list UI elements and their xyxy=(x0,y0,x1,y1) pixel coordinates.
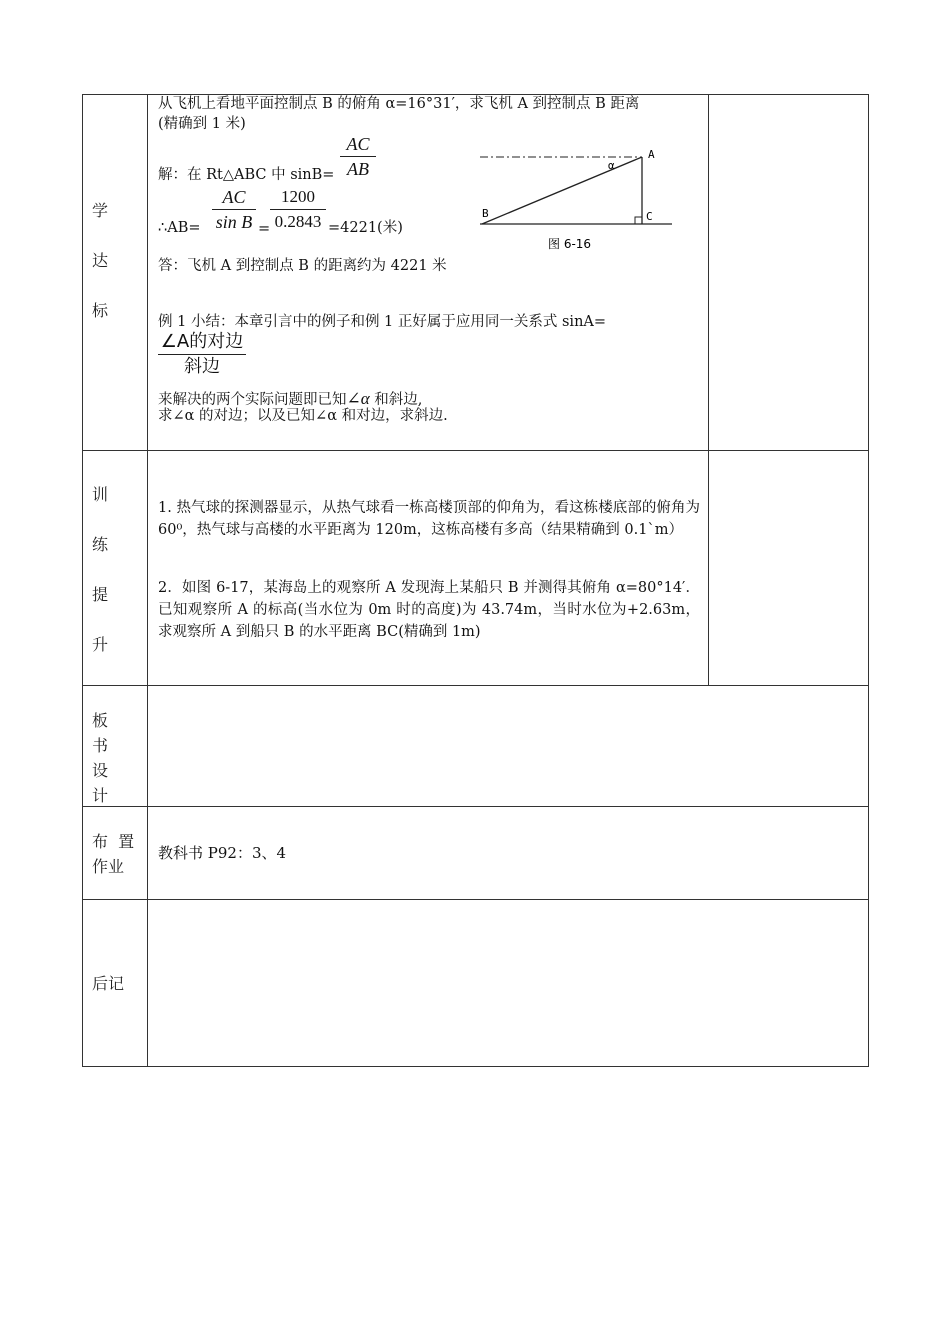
triangle-figure-6-16 xyxy=(476,140,676,255)
problem-text-cont: (精确到 1 米) xyxy=(158,116,246,132)
notes-column-divider xyxy=(708,94,709,685)
row-label-char: 升 xyxy=(92,635,109,654)
label-column-divider xyxy=(147,94,148,1067)
answer-text: 答：飞机 A 到控制点 B 的距离约为 4221 米 xyxy=(158,258,447,274)
homework-label: 布 置 xyxy=(92,832,135,851)
summary-line-3: 求∠α 的对边；以及已知∠α 和对边，求斜边. xyxy=(158,408,448,424)
row-label-char: 达 xyxy=(92,251,109,270)
postscript-label: 后记 xyxy=(92,974,125,993)
equals-sign: = xyxy=(258,221,271,237)
exercise-1: 1. 热气球的探测器显示，从热气球看一栋高楼顶部的仰角为，看这栋楼底部的俯角为 60⁰，热气球与高楼的水平距离为 120m，这栋高楼有多高（结果精确到 0.1`m） xyxy=(158,500,700,538)
row-label-char: 训 xyxy=(92,485,109,504)
problem-text: 从飞机上看地平面控制点 B 的俯角 α=16°31′，求飞机 A 到控制点 B 距离 xyxy=(158,96,640,112)
row-label-char: 学 xyxy=(92,201,109,220)
right-angle-mark xyxy=(635,217,642,224)
fraction-ac-over-ab: AC AB xyxy=(340,133,376,180)
solution-line: 解：在 Rt△ABC 中 sinB= xyxy=(158,167,335,183)
fraction-opposite-over-hypotenuse: ∠A的对边 斜边 xyxy=(158,331,246,378)
result-text: =4221(米) xyxy=(328,220,403,236)
row-label-char: 标 xyxy=(92,301,109,320)
fraction-ac-over-sinb: AC sin B xyxy=(212,186,256,233)
fraction-1200-over-02843: 1200 0.2843 xyxy=(270,186,326,233)
row-divider xyxy=(82,899,869,900)
row-divider xyxy=(82,806,869,807)
row-label-char: 计 xyxy=(92,786,109,805)
row-label-char: 提 xyxy=(92,585,109,604)
label-b: B xyxy=(482,207,489,220)
row-label-char: 书 xyxy=(92,736,109,755)
hypotenuse-ab xyxy=(482,157,642,224)
figure-caption: 图 6-16 xyxy=(548,237,592,251)
summary-line-2: 来解决的两个实际问题即已知∠α 和斜边, xyxy=(158,389,423,408)
homework-content: 教科书 P92：3、4 xyxy=(158,844,287,862)
summary-line: 例 1 小结：本章引言中的例子和例 1 正好属于应用同一关系式 sinA= xyxy=(158,314,607,330)
label-c: C xyxy=(646,210,653,223)
therefore-line: ∴AB= xyxy=(158,220,201,236)
exercise-2: 2．如图 6-17，某海岛上的观察所 A 发现海上某船只 B 并测得其俯角 α=80°14′．已知观察所 A 的标高(当水位为 0m 时的高度)为 43.74m，当时水位为+2.63m，求观察所 A 到船只 B 的水平距离 BC(精确到 1m) xyxy=(158,580,700,640)
row-divider xyxy=(82,450,869,451)
row-label-char: 板 xyxy=(92,711,109,730)
row-divider xyxy=(82,685,869,686)
row-label-char: 设 xyxy=(92,761,109,780)
label-a: A xyxy=(648,148,655,161)
label-alpha: α xyxy=(608,159,615,172)
homework-label-2: 作业 xyxy=(92,857,125,876)
row-label-char: 练 xyxy=(92,535,109,554)
